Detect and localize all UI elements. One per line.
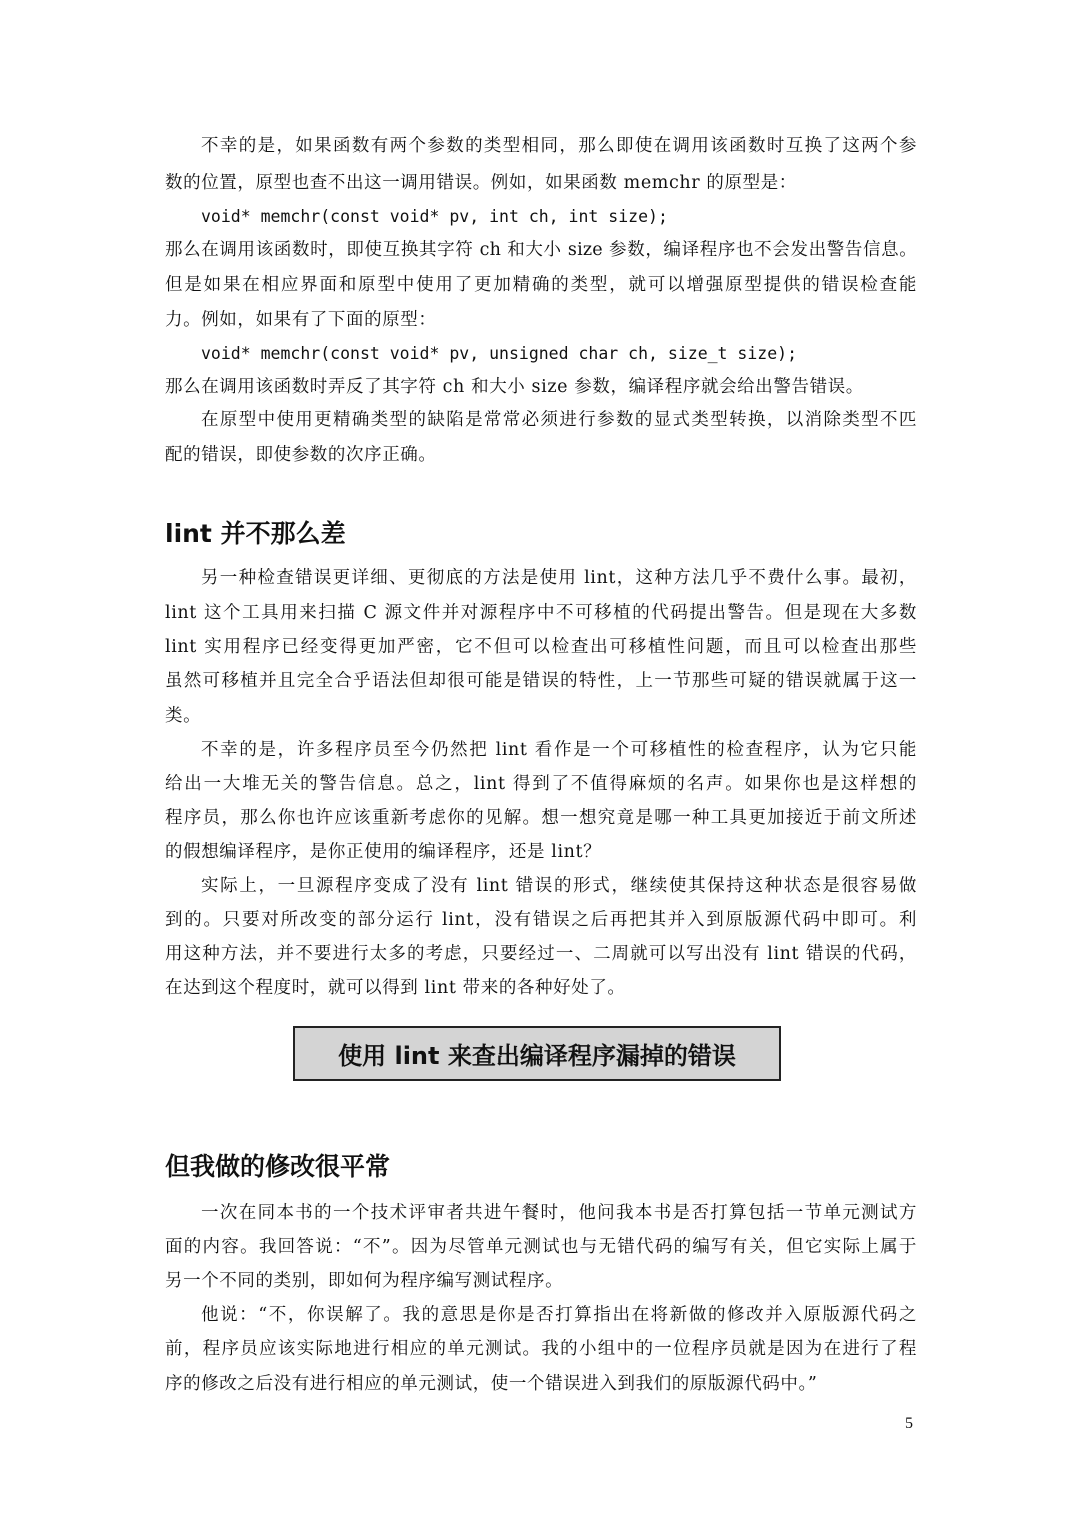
paragraph-line: 程序员，那么你也许应该重新考虑你的见解。想一想究竟是哪一种工具更加接近于前文所述 — [165, 808, 917, 828]
paragraph-line: 在达到这个程度时，就可以得到 lint 带来的各种好处了。 — [165, 978, 626, 998]
paragraph-line: 实际上，一旦源程序变成了没有 lint 错误的形式，继续使其保持这种状态是很容易做 — [201, 876, 917, 896]
paragraph-line: 那么在调用该函数时弄反了其字符 ch 和大小 size 参数，编译程序就会给出警告错误。 — [165, 377, 864, 397]
paragraph-line: 那么在调用该函数时，即使互换其字符 ch 和大小 size 参数，编译程序也不会发出警告信息。 — [165, 240, 917, 260]
section-heading: lint 并不那么差 — [165, 519, 346, 548]
paragraph-line: 另一种检查错误更详细、更彻底的方法是使用 lint，这种方法几乎不费什么事。最初， — [201, 568, 917, 588]
paragraph-line: 给出一大堆无关的警告信息。总之，lint 得到了不值得麻烦的名声。如果你也是这样想的 — [165, 774, 917, 794]
paragraph-line: 不幸的是，如果函数有两个参数的类型相同，那么即使在调用该函数时互换了这两个参 — [201, 136, 917, 156]
paragraph-line: 另一个不同的类别，即如何为程序编写测试程序。 — [165, 1271, 564, 1291]
paragraph-line: 他说：“不，你误解了。我的意思是你是否打算指出在将新做的修改并入原版源代码之 — [201, 1305, 917, 1325]
paragraph-line: 的假想编译程序，是你正使用的编译程序，还是 lint？ — [165, 842, 602, 862]
callout-box — [293, 1026, 781, 1081]
paragraph-line: 类。 — [165, 706, 202, 726]
paragraph-line: lint 这个工具用来扫描 C 源文件并对源程序中不可移植的代码提出警告。但是现在大多数 — [165, 603, 917, 623]
paragraph-line: 用这种方法，并不要进行太多的考虑，只要经过一、二周就可以写出没有 lint 错误的代码， — [165, 944, 917, 964]
code-line: void* memchr(const void* pv, unsigned char ch, size_t size); — [201, 344, 798, 363]
paragraph-line: 一次在同本书的一个技术评审者共进午餐时，他问我本书是否打算包括一节单元测试方 — [201, 1203, 917, 1223]
paragraph-line: 在原型中使用更精确类型的缺陷是常常必须进行参数的显式类型转换，以消除类型不匹 — [201, 410, 917, 430]
paragraph-line: 配的错误，即使参数的次序正确。 — [165, 445, 437, 465]
paragraph-line: 面的内容。我回答说：“不”。因为尽管单元测试也与无错代码的编写有关，但它实际上属于 — [165, 1237, 917, 1257]
code-line: void* memchr(const void* pv, int ch, int size); — [201, 207, 668, 226]
paragraph-line: 序的修改之后没有进行相应的单元测试，使一个错误进入到我们的原版源代码中。” — [165, 1374, 818, 1394]
paragraph-line: 到的。只要对所改变的部分运行 lint，没有错误之后再把其并入到原版源代码中即可。利 — [165, 910, 917, 930]
callout-text: 使用 lint 来查出编译程序漏掉的错误 — [338, 1042, 736, 1070]
paragraph-line: 力。例如，如果有了下面的原型： — [165, 310, 437, 330]
paragraph-line: 前，程序员应该实际地进行相应的单元测试。我的小组中的一位程序员就是因为在进行了程 — [165, 1339, 917, 1359]
paragraph-line: 数的位置，原型也查不出这一调用错误。例如，如果函数 memchr 的原型是： — [165, 173, 797, 193]
paragraph-line: 但是如果在相应界面和原型中使用了更加精确的类型，就可以增强原型提供的错误检查能 — [165, 275, 917, 295]
page-number: 5 — [905, 1415, 913, 1432]
paragraph-line: 不幸的是，许多程序员至今仍然把 lint 看作是一个可移植性的检查程序，认为它只能 — [201, 740, 917, 760]
section-heading: 但我做的修改很平常 — [165, 1152, 391, 1181]
paragraph-line: lint 实用程序已经变得更加严密，它不但可以检查出可移植性问题，而且可以检查出那些 — [165, 637, 917, 657]
paragraph-line: 虽然可移植并且完全合乎语法但却很可能是错误的特性，上一节那些可疑的错误就属于这一 — [165, 671, 917, 691]
